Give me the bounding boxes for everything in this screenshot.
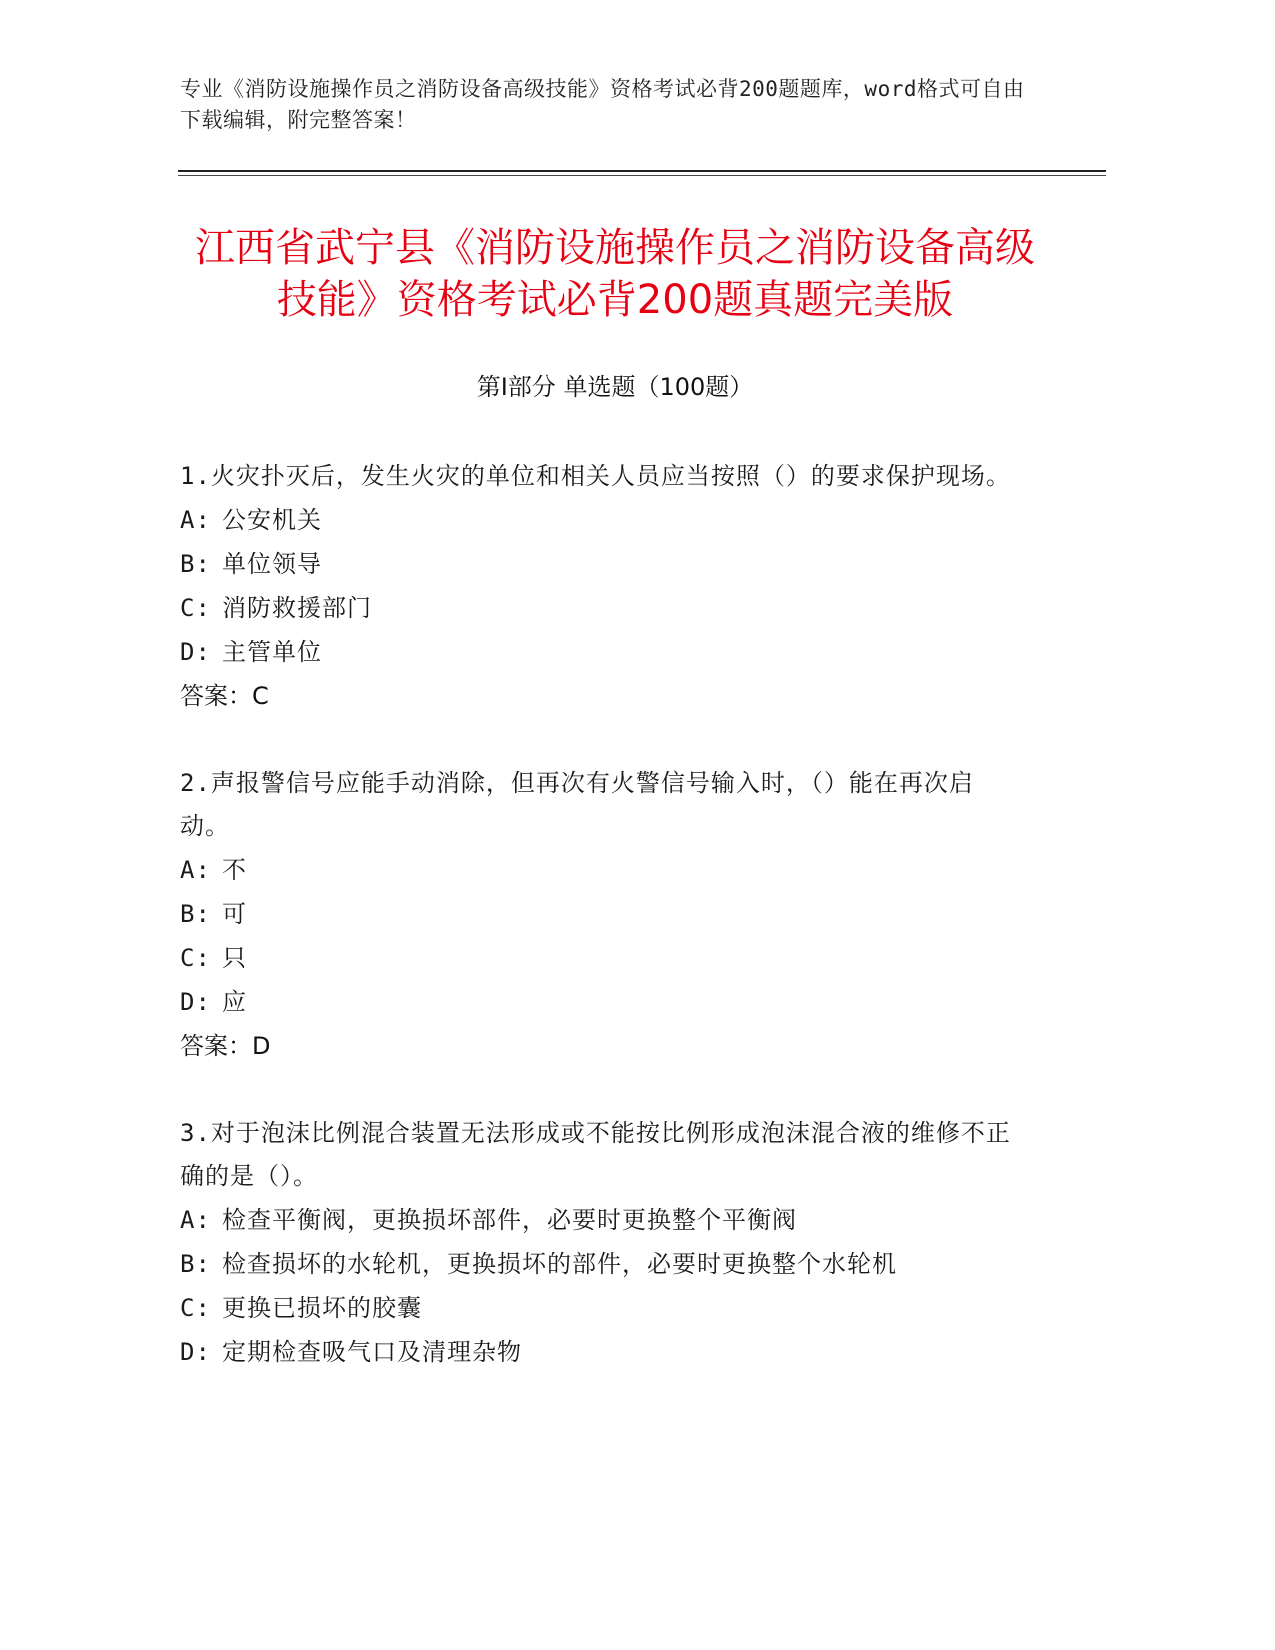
question-1 <box>180 455 1020 718</box>
header-rule-thin <box>178 175 1106 176</box>
option-key: A: <box>180 506 211 534</box>
question-stem: 1.火灾扑灭后，发生火灾的单位和相关人员应当按照（）的要求保护现场。 <box>180 462 1011 490</box>
document-title: 江西省武宁县《消防设施操作员之消防设备高级技能》资格考试必背200题真题完美版 <box>195 225 1035 323</box>
option-key: D: <box>180 638 211 666</box>
option-key: B: <box>180 1250 211 1278</box>
option-text: 只 <box>222 944 247 972</box>
option-text: 更换已损坏的胶囊 <box>222 1294 422 1322</box>
question-list <box>180 455 1020 1418</box>
option-key: B: <box>180 550 211 578</box>
option-a <box>180 1198 1020 1242</box>
option-d <box>180 630 1020 674</box>
option-text: 定期检查吸气口及清理杂物 <box>222 1338 522 1366</box>
option-text: 检查平衡阀，更换损坏部件，必要时更换整个平衡阀 <box>222 1206 797 1234</box>
option-text: 不 <box>222 856 247 884</box>
option-b <box>180 542 1020 586</box>
option-key: A: <box>180 1206 211 1234</box>
question-2 <box>180 762 1020 1068</box>
option-text: 单位领导 <box>222 550 322 578</box>
option-text: 主管单位 <box>222 638 322 666</box>
option-key: C: <box>180 594 211 622</box>
question-3 <box>180 1112 1020 1374</box>
option-b <box>180 1242 1020 1286</box>
answer-line: 答案：D <box>180 1032 271 1060</box>
section-title: 第Ⅰ部分 单选题（100题） <box>476 373 754 401</box>
option-key: B: <box>180 900 211 928</box>
intro-text: 专业《消防设施操作员之消防设备高级技能》资格考试必背200题题库，word格式可自由下载编辑，附完整答案！ <box>180 77 1025 132</box>
option-c <box>180 1286 1020 1330</box>
option-a <box>180 498 1020 542</box>
option-key: C: <box>180 944 211 972</box>
option-key: C: <box>180 1294 211 1322</box>
header-rule-thick <box>178 170 1106 172</box>
option-text: 检查损坏的水轮机，更换损坏的部件，必要时更换整个水轮机 <box>222 1250 897 1278</box>
option-key: A: <box>180 856 211 884</box>
option-text: 消防救援部门 <box>222 594 372 622</box>
option-text: 应 <box>222 988 247 1016</box>
option-key: D: <box>180 988 211 1016</box>
option-key: D: <box>180 1338 211 1366</box>
option-c <box>180 936 1020 980</box>
question-stem: 3.对于泡沫比例混合装置无法形成或不能按比例形成泡沫混合液的维修不正确的是（）。 <box>180 1119 1011 1190</box>
option-text: 公安机关 <box>222 506 322 534</box>
option-d <box>180 980 1020 1024</box>
answer-line: 答案：C <box>180 682 269 710</box>
question-stem: 2.声报警信号应能手动消除，但再次有火警信号输入时，（）能在再次启动。 <box>180 769 974 840</box>
option-d <box>180 1330 1020 1374</box>
option-c <box>180 586 1020 630</box>
option-text: 可 <box>222 900 247 928</box>
option-b <box>180 892 1020 936</box>
option-a <box>180 848 1020 892</box>
